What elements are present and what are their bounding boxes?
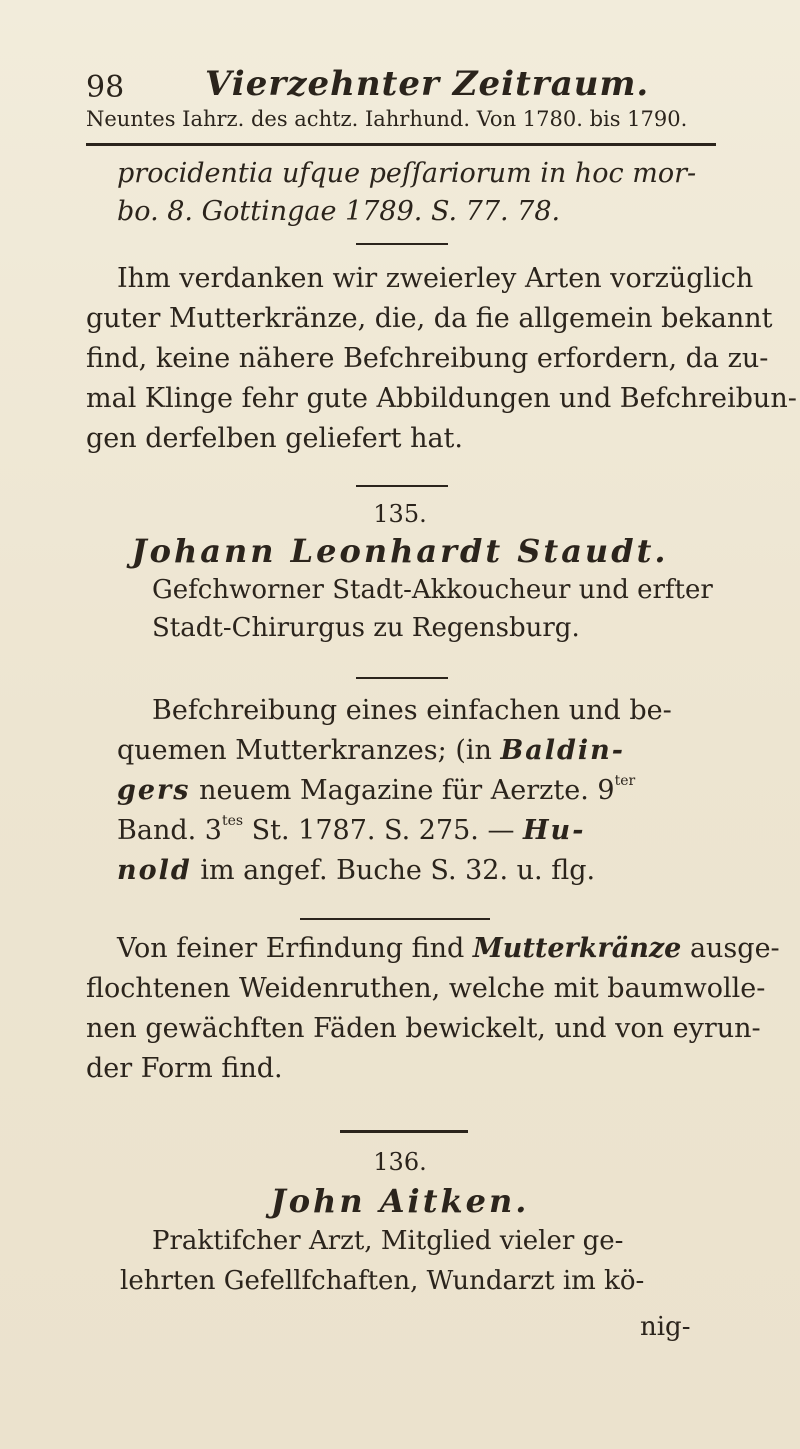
entry-description: lehrten Gefellfchaften, Wundarzt im kö- — [120, 1266, 645, 1296]
citation-line-2: bo. 8. Gottingae 1789. S. 77. 78. — [117, 196, 561, 227]
work-text: Band. 3 — [117, 815, 222, 846]
section-divider — [356, 485, 448, 487]
entry-name: Johann Leonhardt Staudt. — [131, 532, 669, 570]
paragraph-line: flochtenen Weidenruthen, welche mit baumwolle- — [86, 973, 766, 1004]
citation-line-1: procidentia ufque peſſariorum in hoc mor- — [117, 158, 697, 189]
work-line — [117, 775, 635, 806]
section-divider — [356, 243, 448, 245]
entry-description: Praktifcher Arzt, Mitglied vieler ge- — [152, 1226, 624, 1256]
entry-description: Stadt-Chirurgus zu Regensburg. — [152, 613, 580, 643]
paragraph-text: Von feiner Erfindung find — [117, 933, 473, 964]
entry-description: Gefchworner Stadt-Akkoucheur und erfter — [152, 575, 713, 605]
page-number: 98 — [86, 70, 125, 105]
section-divider — [356, 677, 448, 679]
section-divider — [300, 918, 490, 920]
emphasis-term: Mutterkränze — [472, 933, 682, 964]
paragraph-line — [117, 933, 780, 964]
work-text: quemen Mutterkranzes; (in — [117, 735, 501, 766]
paragraph-line: nen gewächften Fäden bewickelt, und von eyrun- — [86, 1013, 761, 1044]
work-text: St. 1787. S. 275. — — [243, 815, 524, 846]
header-rule — [86, 143, 716, 146]
author-name: Baldin- — [500, 735, 626, 766]
work-line — [117, 855, 595, 886]
entry-name: John Aitken. — [270, 1182, 530, 1220]
work-line: Befchreibung eines einfachen und be- — [152, 695, 672, 726]
paragraph-line: Ihm verdanken wir zweierley Arten vorzüglich — [117, 263, 754, 294]
work-text: neuem Magazine für Aerzte. 9 — [190, 775, 615, 806]
superscript: tes — [221, 813, 244, 829]
paragraph-line: gen derfelben geliefert hat. — [86, 423, 463, 454]
section-divider — [340, 1130, 468, 1133]
entry-number: 135. — [373, 500, 427, 528]
paragraph-line: find, keine nähere Befchreibung erfordern, da zu- — [86, 343, 769, 374]
paragraph-line: guter Mutterkränze, die, da fie allgemein bekannt — [86, 303, 773, 334]
author-name: Hu- — [523, 815, 586, 846]
work-text: im angef. Buche S. 32. u. flg. — [191, 855, 596, 886]
paragraph-line: mal Klinge fehr gute Abbildungen und Befchreibun- — [86, 383, 797, 414]
work-line — [117, 815, 585, 846]
author-name: nold — [117, 855, 192, 886]
running-title: Vierzehnter Zeitraum. — [205, 64, 650, 104]
catchword: nig- — [640, 1312, 691, 1342]
paragraph-text: ausge- — [681, 933, 780, 964]
paragraph-line: der Form find. — [86, 1053, 283, 1084]
work-line — [117, 735, 625, 766]
entry-number: 136. — [373, 1148, 427, 1176]
author-name: gers — [117, 775, 191, 806]
superscript: ter — [614, 773, 636, 789]
running-subtitle: Neuntes Iahrz. des achtz. Iahrhund. Von 1780. bis 1790. — [86, 107, 688, 131]
